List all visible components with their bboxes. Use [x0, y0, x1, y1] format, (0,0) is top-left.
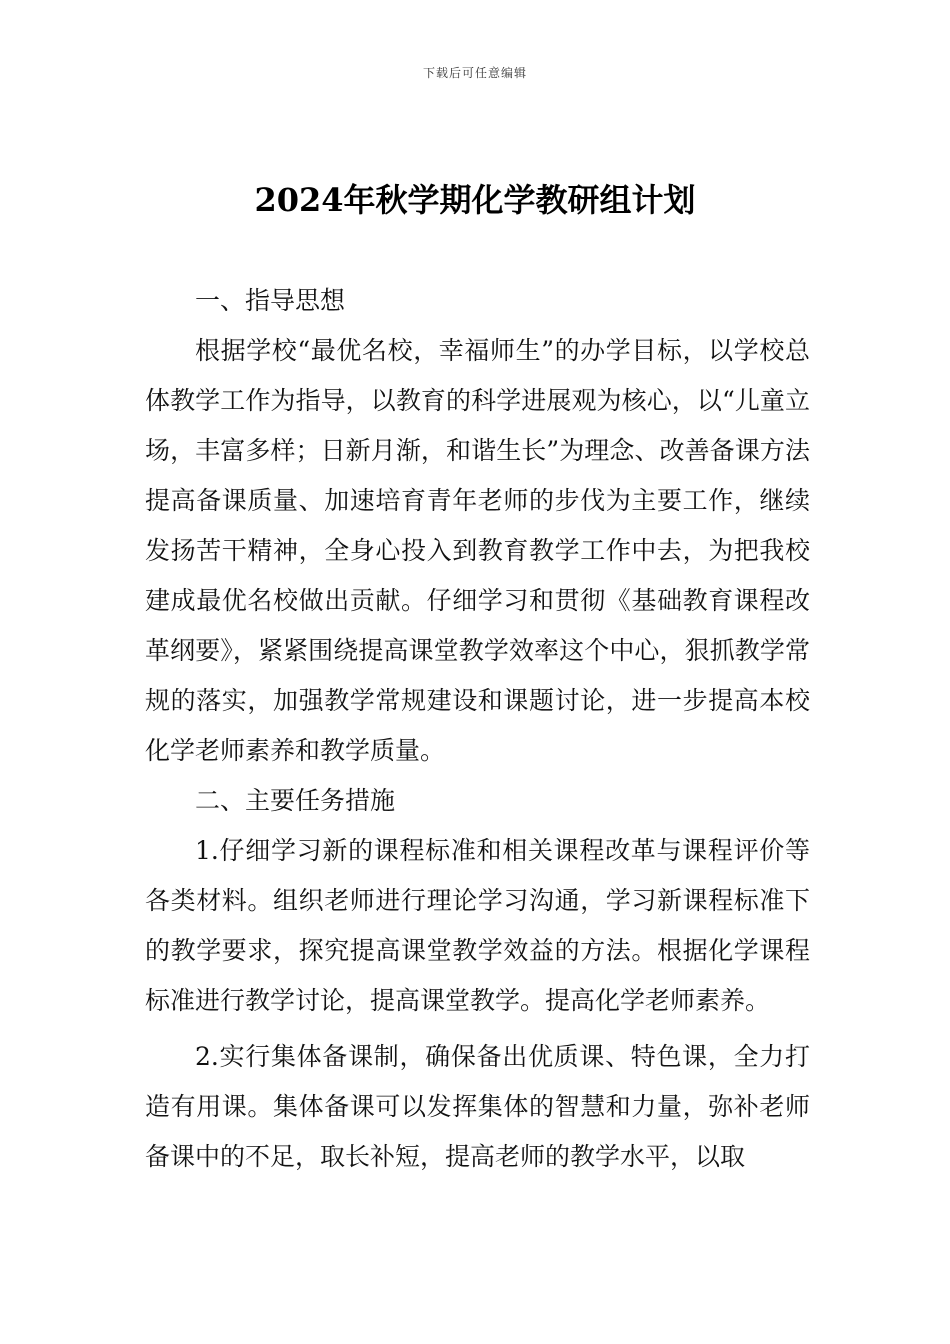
document-body: [145, 276, 810, 1182]
section-heading-guiding-ideology: 一、指导思想: [195, 286, 346, 315]
paragraph-guiding-ideology: 根据学校“最优名校，幸福师生”的办学目标，以学校总体教学工作为指导，以教育的科学进展观为核心，以“儿童立场，丰富多样；日新月渐，和谐生长”为理念、改善备课方法提高备课质量、加速培育青年老师的步伐为主要工作，继续发扬苦干精神，全身心投入到教育教学工作中去，为把我校建成最优名校做出贡献。仔细学习和贯彻《基础教育课程改革纲要》，紧紧围绕提高课堂教学效率这个中心，狠抓教学常规的落实，加强教学常规建设和课题讨论，进一步提高本校化学老师素养和教学质量。: [145, 336, 810, 765]
document-title: 2024年秋学期化学教研组计划: [254, 181, 696, 219]
section-heading-main-tasks: 二、主要任务措施: [195, 786, 396, 815]
header-note: 下载后可任意编辑: [422, 66, 527, 80]
paragraph-task-2: 2.实行集体备课制，确保备出优质课、特色课，全力打造有用课。集体备课可以发挥集体的智慧和力量，弥补老师备课中的不足，取长补短，提高老师的教学水平，以取: [145, 1042, 810, 1171]
paragraph-task-1: 1.仔细学习新的课程标准和相关课程改革与课程评价等各类材料。组织老师进行理论学习沟通，学习新课程标准下的教学要求，探究提高课堂教学效益的方法。根据化学课程标准进行教学讨论，提高课堂教学。提高化学老师素养。: [145, 836, 810, 1015]
